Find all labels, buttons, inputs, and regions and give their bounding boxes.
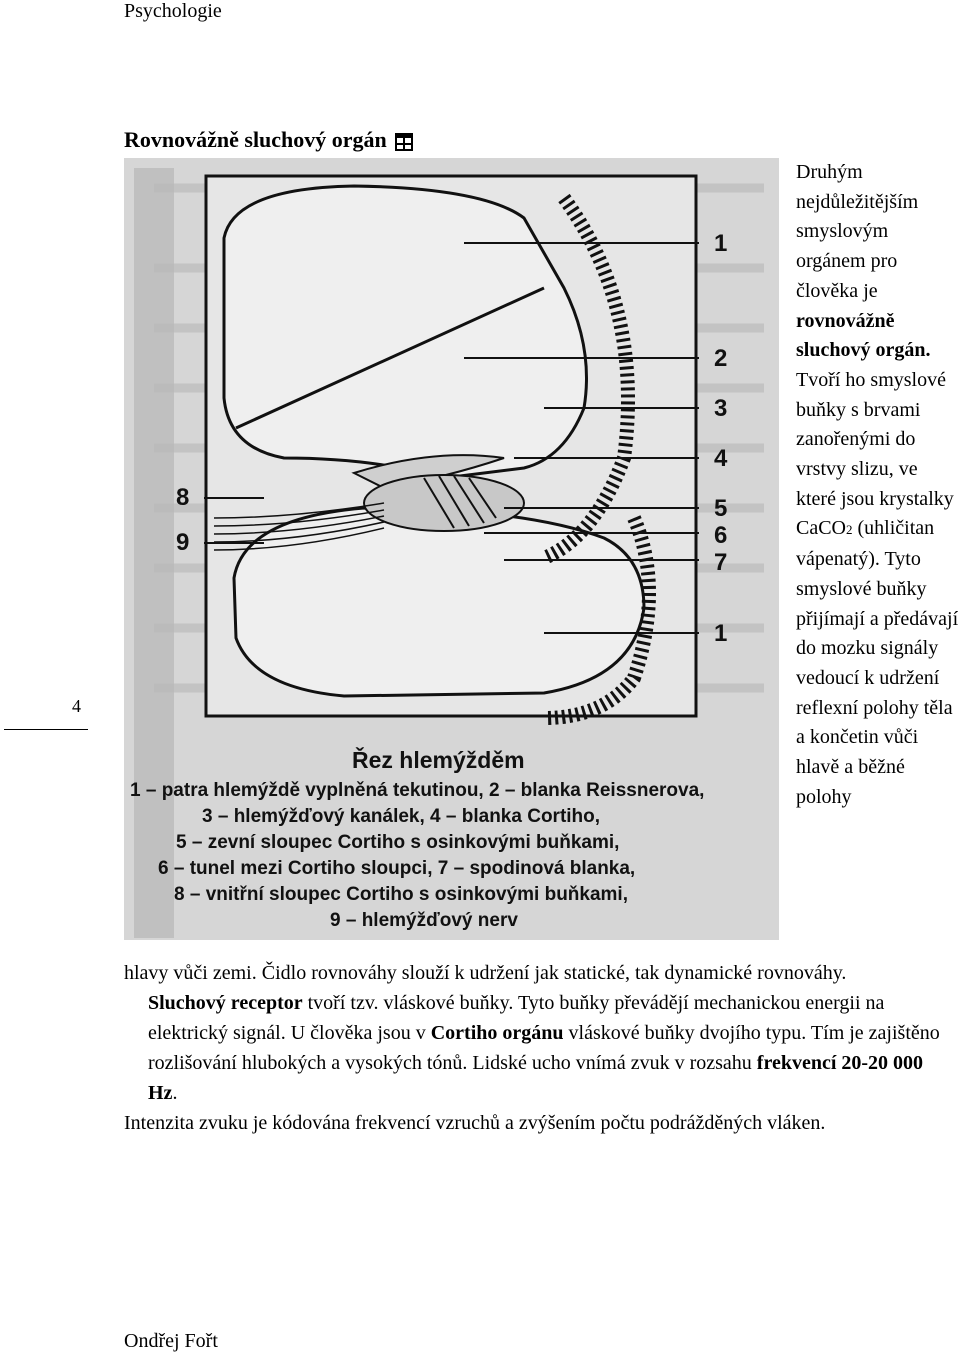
figure-number: 6 — [714, 522, 728, 549]
figure-number: 3 — [714, 395, 728, 422]
window-icon — [395, 131, 413, 149]
body-paragraph — [124, 988, 944, 1108]
cochlea-diagram — [124, 158, 779, 940]
figure-legend-line: 5 – zevní sloupec Cortiho s osinkovými buňkami, — [176, 832, 620, 853]
cochlea-section-figure — [124, 158, 779, 940]
section-title-text: Rovnovážně sluchový orgán — [124, 127, 387, 152]
side-text: Tvoří ho smyslové buňky s brvami zanořenými do vrstvy slizu, ve které jsou krystalky CaCO — [796, 368, 954, 540]
figure-number: 8 — [176, 484, 190, 511]
figure-legend-line: 8 – vnitřní sloupec Cortiho s osinkovými buňkami, — [174, 884, 628, 905]
page-footer: Ondřej Fořt — [124, 1330, 218, 1352]
body-bold: Cortiho orgánu — [430, 1022, 564, 1044]
figure-legend-line: 1 – patra hlemýždě vyplněná tekutinou, 2 – blanka Reissnerova, — [130, 780, 705, 801]
body-text-span: tvoří tzv. vláskové buňky. Tyto buňky převádějí mechanickou energii na elektrický signál. U člověka jsou v — [148, 992, 885, 1044]
body-bold: frekvencí 20-20 000 Hz — [148, 1052, 924, 1104]
figure-number: 7 — [714, 549, 728, 576]
side-paragraph — [796, 158, 960, 812]
figure-caption-title: Řez hlemýžděm — [352, 747, 525, 773]
figure-number: 5 — [714, 495, 728, 522]
side-text: Druhým nejdůležitějším smyslovým orgánem pro člověka je — [796, 161, 919, 302]
section-title — [124, 127, 413, 153]
body-text-span: vláskové buňky dvojího typu. Tím je zajištěno rozlišování hlubokých a vysokých tónů. Lidské ucho vnímá zvuk v rozsahu — [148, 1022, 940, 1074]
body-paragraph: Intenzita zvuku je kódována frekvencí vzruchů a zvýšením počtu podrážděných vláken. — [124, 1112, 826, 1134]
figure-legend-line: 9 – hlemýžďový nerv — [330, 910, 518, 931]
figure-legend-line: 3 – hlemýžďový kanálek, 4 – blanka Cortiho, — [202, 806, 601, 827]
page-header: Psychologie — [124, 0, 222, 22]
body-text — [124, 958, 944, 1138]
figure-number: 1 — [714, 230, 728, 257]
page-number: 4 — [72, 696, 81, 716]
body-bold: Sluchový receptor — [148, 992, 303, 1014]
figure-number: 9 — [176, 529, 190, 556]
figure-legend-line: 6 – tunel mezi Cortiho sloupci, 7 – spodinová blanka, — [158, 858, 636, 879]
figure-number: 4 — [714, 445, 728, 472]
side-subscript: 2 — [846, 522, 853, 538]
figure-number: 2 — [714, 345, 728, 372]
side-bold: rovnovážně sluchový orgán. — [796, 309, 931, 362]
page-number-rule — [4, 729, 88, 730]
body-paragraph: hlavy vůči zemi. Čidlo rovnováhy slouží k udržení jak statické, tak dynamické rovnováhy. — [124, 962, 847, 984]
figure-number: 1 — [714, 620, 728, 647]
body-text-span: . — [172, 1082, 178, 1104]
side-text: (uhličitan vápenatý). Tyto smyslové buňky přijímají a předávají do mozku signály vedoucí k udržení reflexní polohy těla a končetin vůči hlavě a běžné polohy — [796, 517, 959, 808]
